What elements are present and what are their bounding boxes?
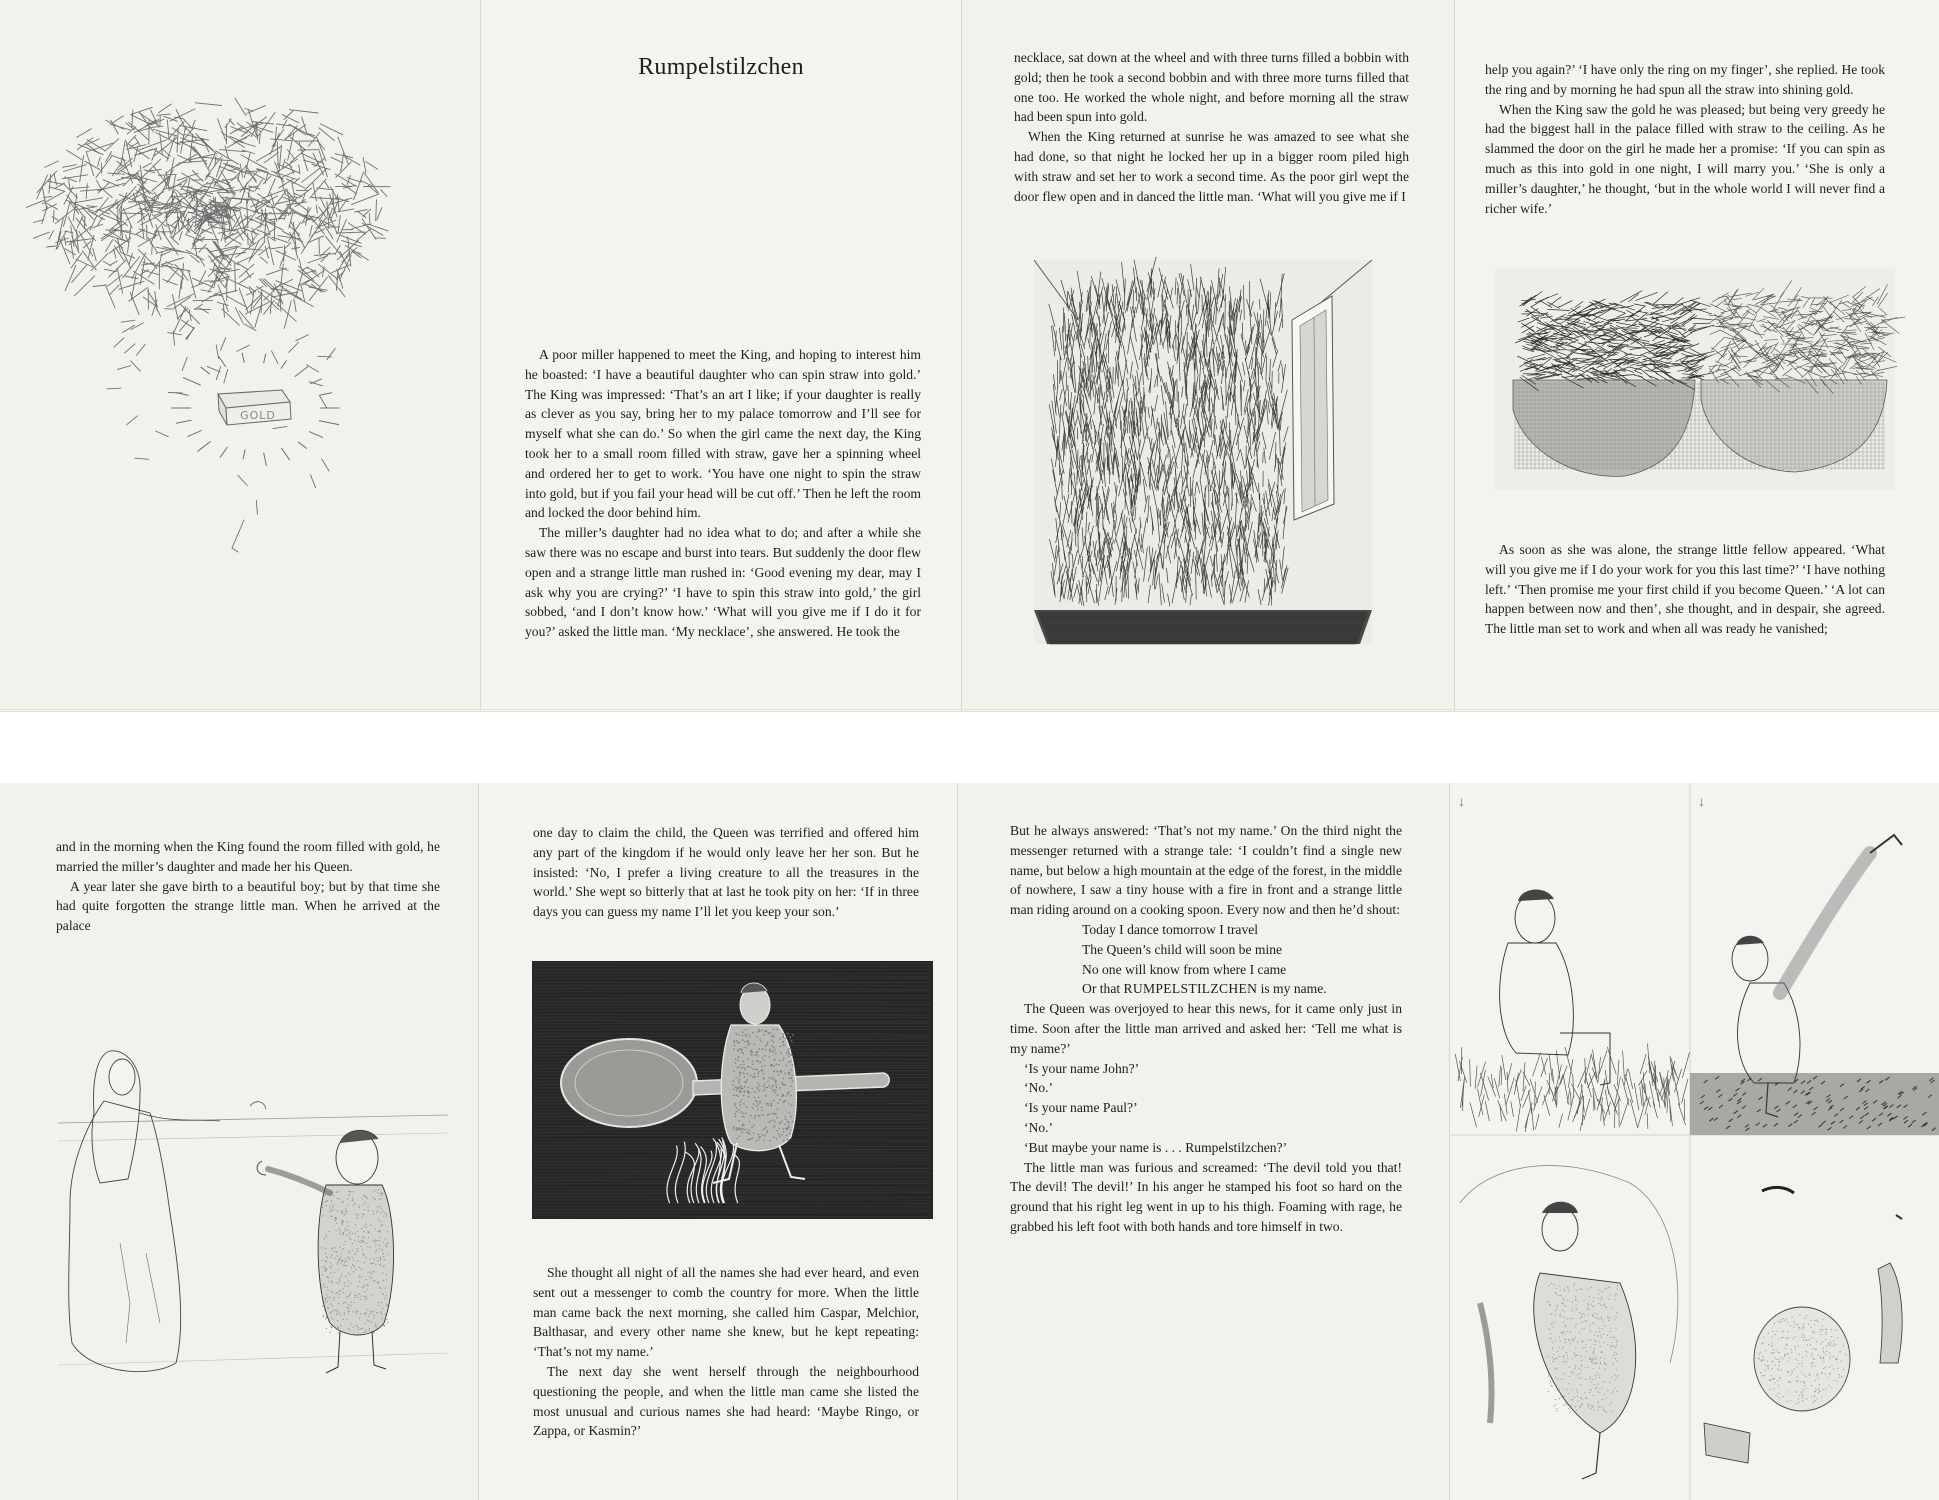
paragraph-2: The next day she went herself through the neighbourhood questioning the people, and when the little man came she listed the most unusual and curious names she had heard: ‘Maybe Ringo, or Zappa, or Kasmin?’ (533, 1363, 919, 1439)
verse-line: The Queen’s child will soon be mine (1082, 941, 1283, 957)
page-straw-room (962, 0, 1455, 712)
verse-suffix: is my name. (1260, 981, 1327, 997)
page-title-text (481, 0, 962, 712)
verse-name: RUMPELSTILZCHEN (1123, 981, 1258, 997)
paragraph-1: necklace, sat down at the wheel and with three turns filled a bobbin with gold; then he took a second bobbin and with three more turns filled that one too. He worked the whole night, and before morning all the straw had been spun into gold. (1014, 50, 1409, 125)
arrow-down-icon: ↓ (1458, 795, 1465, 810)
verse-line: Today I dance tomorrow I travel (1082, 921, 1259, 937)
paragraph-2: When the King returned at sunrise he was amazed to see what she had done, so that night he locked her up in a bigger room piled high with straw and set her to work a second time. As the poor girl wept the door flew open and in danced the little man. ‘What will you give me if I (1014, 129, 1409, 204)
paragraph-intro: But he always answered: ‘That’s not my name.’ On the third night the messenger returned with a strange tale: ‘I couldn’t find a single new name, but below a high mountain at the edge of the forest, in the middle of nowhere, I saw a tiny house with a fire in front and a strange little man riding around on a cooking spoon. Every now and then he’d shout: (1010, 823, 1402, 918)
paragraph-1: A poor miller happened to meet the King, and hoping to interest him he boasted: ‘I have a beautiful daughter who can spin straw into gold.’ The King was impressed: ‘That’s an art I like; if your daughter is really as clever as you say, bring her to my palace tomorrow and I’ll see for myself what she can do.’ So when the girl came the next day, the King took her to a small room filled with straw, gave her a spinning wheel and ordered her to get to work. ‘You have one night to spin the straw into gold, but if you fail your head will be cut off.’ Then he left the room and locked the door behind him. (525, 347, 921, 521)
verse-prefix: Or that (1082, 981, 1121, 997)
arrow-down-icon: ↓ (1698, 795, 1705, 810)
page-queen (0, 783, 479, 1500)
gold-label: GOLD (240, 409, 276, 422)
paragraph-1: help you again?’ ‘I have only the ring on my finger’, she replied. He took the ring and by morning he had spun all the straw into shining gold. (1485, 62, 1885, 97)
queen-etching (0, 783, 479, 1500)
spread-top (0, 0, 1939, 712)
paragraph-2: ‘Is your name John?’ (1024, 1060, 1140, 1076)
paragraph-6: ‘But maybe your name is . . . Rumpelstilzchen?’ (1024, 1139, 1288, 1155)
paragraph-3: ‘No.’ (1024, 1080, 1054, 1096)
story-title: Rumpelstilzchen (638, 54, 804, 80)
verse-line-last (1082, 979, 1402, 999)
text-block-names (533, 1263, 919, 1441)
gold-bar-illustration (218, 390, 291, 425)
page-straw-illustration (0, 0, 481, 712)
paragraph-1: one day to claim the child, the Queen was terrified and offered him any part of the kingdom if he would only leave her her son. But he insisted: ‘No, I prefer a living creature to all the treasures in the world.’ She wept so bitterly that at last he took pity on her: ‘If in three days you can guess my name I’ll let you keep your son.’ (533, 825, 919, 920)
page-two-heaps (1455, 0, 1939, 712)
spread-bottom (0, 783, 1939, 1500)
paragraph-1: She thought all night of all the names she had ever heard, and even sent out a messenger to comb the country for more. When the little man came back the next morning, she called him Caspar, Melchior, Balthasar, and every other name she knew, but he kept repeating: ‘That’s not my name.’ (533, 1265, 919, 1360)
paragraph-7: The little man was furious and screamed: ‘The devil told you that! The devil! The devil!’ In his anger he stamped his foot so hard on the ground that his right leg went in up to his thigh. Foaming with rage, he grabbed his left foot with both hands and tore himself in two. (1010, 1159, 1402, 1234)
four-panel-etching (1450, 783, 1939, 1500)
paragraph-1: The Queen was overjoyed to hear this news, for it came only just in time. Soon after the little man arrived and asked her: ‘Tell me what is my name?’ (1010, 1001, 1402, 1056)
paragraph-2: A year later she gave birth to a beautiful boy; but by that time she had quite forgotten the strange little man. When he arrived at the palace (56, 878, 440, 934)
paragraph-2: The miller’s daughter had no idea what to do; and after a while she saw there was no escape and burst into tears. But suddenly the door flew open and a strange little man rushed in: ‘Good evening my dear, may I ask why you are crying?’ ‘I have to spin this straw into gold,’ the girl sobbed, ‘and I don’t know how.’ ‘What will you give me if I do it for you?’ asked the little man. ‘My necklace’, she answered. He took the (525, 525, 921, 640)
verse-line: No one will know from where I came (1082, 961, 1287, 977)
paragraph-2: When the King saw the gold he was pleased; but being very greedy he had the biggest hall in the palace filled with straw to the ceiling. As he slammed the door on the girl he made her a promise: ‘If you can spin as much as this into gold in one night, I will marry you.’ ‘She is only a miller’s daughter,’ he thought, ‘but in the whole world I will never find a richer wife.’ (1485, 101, 1885, 216)
text-block-opening (525, 345, 921, 642)
text-block-promise (1485, 540, 1885, 639)
paragraph-1: and in the morning when the King found the room filled with gold, he married the miller’s daughter and made her his Queen. (56, 839, 440, 874)
straw-cloud-etching (0, 0, 481, 712)
page-verse (958, 783, 1450, 1500)
page-four-panels (1450, 783, 1939, 1500)
verse-block (1082, 920, 1402, 999)
page-spoon (479, 783, 958, 1500)
text-block-verse (1010, 821, 1402, 1237)
paragraph-1: As soon as she was alone, the strange little fellow appeared. ‘What will you give me if I do your work for you this last time?’ ‘I have nothing left.’ ‘Then promise me your first child if you become Queen.’ ‘A lot can happen between now and then’, she thought, and in despair, she agreed. The little man set to work and when all was ready he vanished; (1485, 542, 1885, 637)
paragraph-4: ‘Is your name Paul?’ (1024, 1100, 1138, 1116)
straw-room-etching (962, 0, 1455, 712)
paragraph-5: ‘No.’ (1024, 1119, 1054, 1135)
